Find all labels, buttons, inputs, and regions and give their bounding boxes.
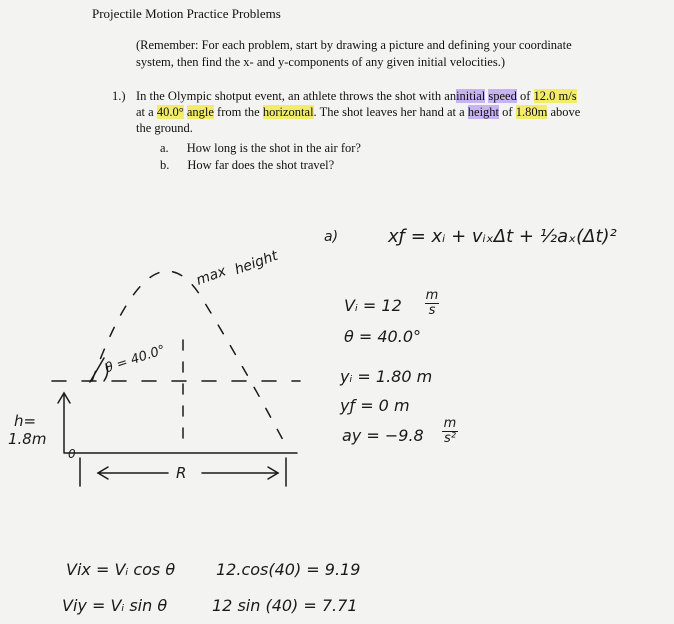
question-b-text: How far does the shot travel?	[187, 158, 335, 172]
highlight-height-value: 1.80m	[515, 105, 548, 119]
problem-text: In the Olympic shotput event, an athlete throws the shot with an	[136, 89, 457, 103]
highlight-height: height	[467, 105, 500, 119]
remember-line-2: system, then find the x- and y-components of any given initial velocities.)	[136, 55, 506, 69]
highlight-horizontal: horizontal	[262, 105, 314, 119]
page-title: Projectile Motion Practice Problems	[92, 6, 281, 21]
problem-text: . The shot leaves her hand at a	[313, 105, 468, 119]
highlight-angle: angle	[186, 105, 214, 119]
remember-line-1: (Remember: For each problem, start by drawing a picture and defining your coordinate	[136, 38, 572, 52]
final-height: yƒ = 0 m	[340, 396, 410, 415]
diagram-origin: 0	[68, 447, 76, 461]
diagram-angle-label: θ = 40.0°	[103, 342, 168, 377]
question-a-label: a.	[160, 141, 169, 155]
initial-height: yᵢ = 1.80 m	[340, 367, 433, 386]
diagram-height-label: h=	[14, 412, 37, 430]
question-b-label: b.	[160, 158, 170, 172]
problem-text: at a	[136, 105, 157, 119]
problem-text: above	[547, 105, 581, 119]
height-label: height	[232, 247, 281, 279]
initial-velocity: Vᵢ = 12	[344, 296, 402, 315]
vix-calculation: 12.cos(40) = 9.19	[216, 560, 361, 579]
velocity-unit	[425, 290, 439, 317]
highlight-speed-value: 12.0 m/s	[533, 89, 577, 103]
question-a-text: How long is the shot in the air for?	[186, 141, 361, 155]
diagram-height-value: 1.8m	[8, 430, 47, 448]
problem-line-3: the ground.	[136, 121, 193, 135]
acceleration-unit-denominator: s²	[444, 431, 456, 446]
diagram-range-label: R	[176, 464, 187, 482]
kinematic-equation: xƒ = xᵢ + vᵢₓΔt + ½aₓ(Δt)²	[388, 226, 617, 247]
max-label: max	[194, 263, 229, 289]
part-a-label: a)	[324, 229, 339, 245]
highlight-speed: speed	[488, 89, 517, 103]
angle-value: θ = 40.0°	[344, 327, 421, 346]
acceleration-unit	[442, 418, 458, 445]
velocity-unit-numerator: m	[425, 288, 439, 303]
highlight-initial: initial	[456, 89, 486, 103]
problem-text: of	[516, 89, 534, 103]
viy-formula: Viy = Vᵢ sin θ	[62, 596, 168, 615]
problem-text: of	[499, 105, 516, 119]
acceleration-unit-numerator: m	[443, 416, 457, 431]
viy-calculation: 12 sin (40) = 7.71	[212, 596, 358, 615]
velocity-vector	[90, 358, 104, 382]
vix-formula: Vix = Vᵢ cos θ	[66, 560, 176, 579]
highlight-angle-value: 40.0°	[156, 105, 184, 119]
problem-number: 1.)	[112, 89, 126, 103]
problem-text: from the	[213, 105, 263, 119]
vertical-acceleration: ay = −9.8	[342, 426, 424, 445]
velocity-unit-denominator: s	[428, 303, 436, 318]
